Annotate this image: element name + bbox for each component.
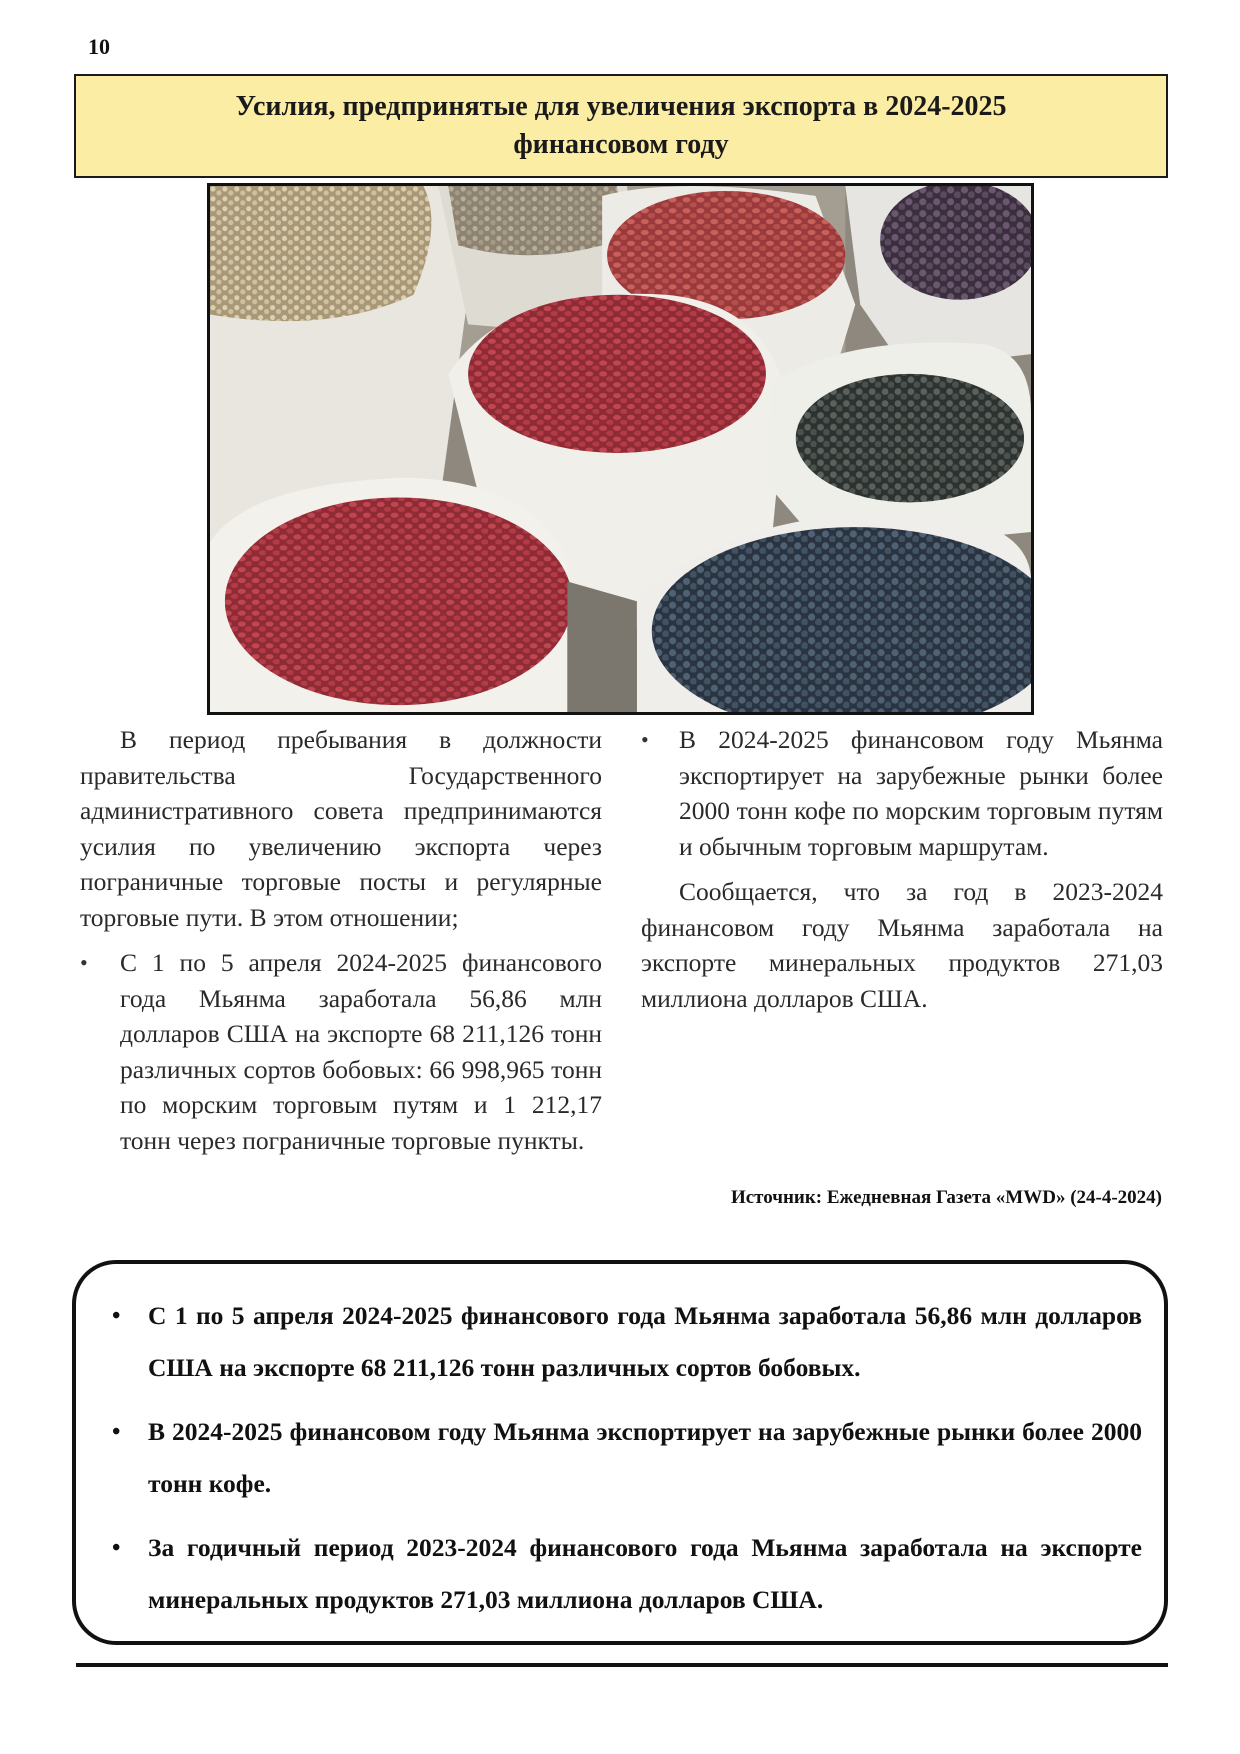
beans-illustration — [210, 186, 1031, 712]
right-column — [641, 722, 1163, 1026]
summary-box — [72, 1260, 1168, 1645]
page-number: 10 — [88, 34, 110, 59]
left-column — [80, 722, 602, 1168]
summary-list — [96, 1290, 1142, 1626]
list-item: • В 2024-2025 финансовом году Мьянма экспортирует на зарубежные рынки более 2000 тонн кофе по морским торговым путям и обычным торговым маршрутам. — [641, 722, 1163, 864]
intro-paragraph: В период пребывания в должности правительства Государственного административного совета предпринимаются усилия по увеличению экспорта через пограничные торговые посты и регулярные торговые пути. В этом отношении; — [80, 725, 602, 932]
mineral-exports-paragraph: Сообщается, что за год в 2023-2024 финансовом году Мьянма заработала на экспорте минеральных продуктов 271,03 миллиона долларов США. — [641, 877, 1163, 1013]
title-box — [74, 74, 1168, 178]
sacks-of-beans-photo — [207, 183, 1034, 715]
page-title: Усилия, предпринятые для увеличения экспорта в 2024-2025 финансовом году — [235, 91, 1007, 160]
summary-item: • С 1 по 5 апреля 2024-2025 финансового года Мьянма заработала 56,86 млн долларов США на экспорте 68 211,126 тонн различных сортов бобовых. — [96, 1290, 1142, 1394]
list-item: • С 1 по 5 апреля 2024-2025 финансового года Мьянма заработала 56,86 млн долларов США на экспорте 68 211,126 тонн различных сортов бобовых: 66 998,965 тонн по морским торговым путям и 1 212,17 тонн через пограничные торговые пункты. — [80, 945, 602, 1158]
summary-item: • В 2024-2025 финансовом году Мьянма экспортирует на зарубежные рынки более 2000 тонн кофе. — [96, 1406, 1142, 1510]
bottom-rule — [76, 1663, 1168, 1667]
summary-item: • За годичный период 2023-2024 финансового года Мьянма заработала на экспорте минеральных продуктов 271,03 миллиона долларов США. — [96, 1522, 1142, 1626]
right-bullet-list — [641, 722, 1163, 864]
left-bullet-list — [80, 945, 602, 1158]
source-citation: Источник: Ежедневная Газета «MWD» (24-4-2024) — [730, 1187, 1162, 1208]
